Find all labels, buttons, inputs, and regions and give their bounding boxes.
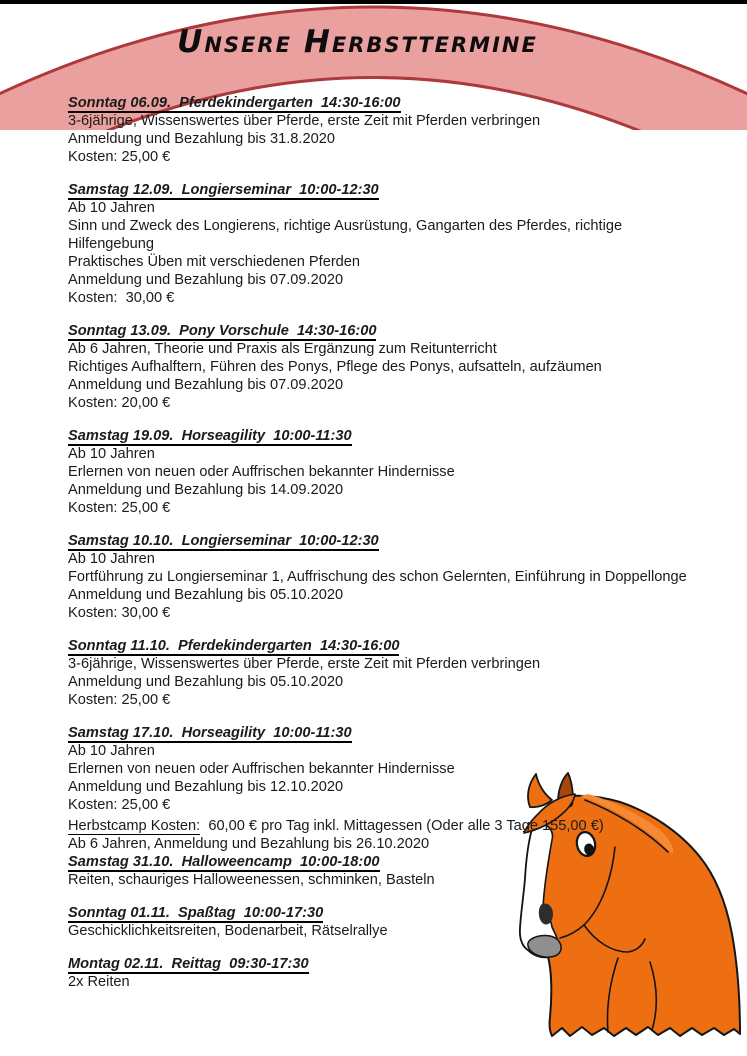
event-block [68, 955, 688, 991]
event-block [68, 322, 688, 412]
event-detail-line: Anmeldung und Bezahlung bis 14.09.2020 [68, 482, 344, 498]
herbstcamp-cost-text: 60,00 € pro Tag inkl. Mittagessen (Oder alle 3 Tage 155,00 €) [200, 818, 604, 834]
events-list [68, 94, 688, 1006]
event-detail-line: Kosten: 30,00 € [68, 605, 171, 621]
herbstcamp-cost-line [68, 817, 688, 835]
event-detail-line: Ab 10 Jahren [68, 200, 155, 216]
event-detail-line: 3-6jährige, Wissenswertes über Pferde, erste Zeit mit Pferden verbringen [68, 656, 541, 672]
event-detail-line: Kosten: 30,00 € [68, 290, 175, 306]
event-detail-line: Reiten, schauriges Halloweenessen, schminken, Basteln [68, 872, 435, 888]
title-word-1: NSERE [204, 33, 292, 57]
herbstcamp-block [68, 817, 688, 853]
event-block [68, 94, 688, 166]
event-block [68, 853, 688, 889]
event-detail-line: Kosten: 25,00 € [68, 149, 171, 165]
title-initial-2: H [303, 24, 332, 60]
page-title [0, 24, 731, 60]
event-detail-line: Erlernen von neuen oder Auffrischen bekannter Hindernisse [68, 464, 455, 480]
event-detail-line: Ab 10 Jahren [68, 551, 155, 567]
event-detail-line: Anmeldung und Bezahlung bis 05.10.2020 [68, 587, 344, 603]
event-heading: Samstag 31.10. Halloweencamp 10:00-18:00 [68, 854, 380, 870]
event-heading: Sonntag 01.11. Spaßtag 10:00-17:30 [68, 905, 324, 921]
event-heading: Montag 02.11. Reittag 09:30-17:30 [68, 956, 309, 972]
event-block [68, 181, 688, 307]
event-detail-line: Kosten: 20,00 € [68, 395, 171, 411]
event-detail-line: Ab 10 Jahren [68, 446, 155, 462]
event-block [68, 904, 688, 940]
herbstcamp-label: Herbstcamp Kosten: [68, 818, 201, 834]
event-heading: Samstag 12.09. Longierseminar 10:00-12:30 [68, 182, 379, 198]
event-heading: Sonntag 06.09. Pferdekindergarten 14:30-16:00 [68, 95, 401, 111]
event-detail-line: Fortführung zu Longierseminar 1, Auffrischung des schon Gelernten, Einführung in Doppellonge [68, 569, 687, 585]
event-detail-line: Kosten: 25,00 € [68, 797, 171, 813]
event-detail-line: 3-6jährige, Wissenswertes über Pferde, erste Zeit mit Pferden verbringen [68, 113, 541, 129]
event-detail-line: Ab 10 Jahren [68, 743, 155, 759]
event-heading: Sonntag 11.10. Pferdekindergarten 14:30-16:00 [68, 638, 400, 654]
event-detail-line: Praktisches Üben mit verschiedenen Pferden [68, 254, 361, 270]
event-detail-line: Anmeldung und Bezahlung bis 07.09.2020 [68, 377, 344, 393]
title-initial-1: U [177, 24, 205, 60]
event-block [68, 427, 688, 517]
event-detail-line: Kosten: 25,00 € [68, 500, 171, 516]
event-detail-line: Anmeldung und Bezahlung bis 12.10.2020 [68, 779, 344, 795]
event-heading: Samstag 19.09. Horseagility 10:00-11:30 [68, 428, 352, 444]
event-detail-line: Anmeldung und Bezahlung bis 31.8.2020 [68, 131, 335, 147]
event-heading: Sonntag 13.09. Pony Vorschule 14:30-16:00 [68, 323, 377, 339]
event-detail-line: Kosten: 25,00 € [68, 692, 171, 708]
herbstcamp-info-line: Ab 6 Jahren, Anmeldung und Bezahlung bis 26.10.2020 [68, 836, 430, 852]
event-heading: Samstag 10.10. Longierseminar 10:00-12:30 [68, 533, 379, 549]
event-detail-line: 2x Reiten [68, 974, 130, 990]
event-detail-line: Erlernen von neuen oder Auffrischen bekannter Hindernisse [68, 761, 455, 777]
event-detail-line: Richtiges Aufhalftern, Führen des Ponys, Pflege des Ponys, aufsatteln, aufzäumen [68, 359, 602, 375]
event-block [68, 637, 688, 709]
event-detail-line: Ab 6 Jahren, Theorie und Praxis als Ergänzung zum Reitunterricht [68, 341, 497, 357]
event-detail-line: Geschicklichkeitsreiten, Bodenarbeit, Rätselrallye [68, 923, 388, 939]
event-detail-line: Anmeldung und Bezahlung bis 07.09.2020 [68, 272, 344, 288]
title-word-2: ERBSTTERMINE [331, 33, 538, 57]
event-heading: Samstag 17.10. Horseagility 10:00-11:30 [68, 725, 352, 741]
event-block [68, 532, 688, 622]
event-detail-line: Anmeldung und Bezahlung bis 05.10.2020 [68, 674, 344, 690]
event-detail-line: Sinn und Zweck des Longierens, richtige Ausrüstung, Gangarten des Pferdes, richtige Hilfengebung [68, 218, 627, 252]
event-block [68, 724, 688, 814]
